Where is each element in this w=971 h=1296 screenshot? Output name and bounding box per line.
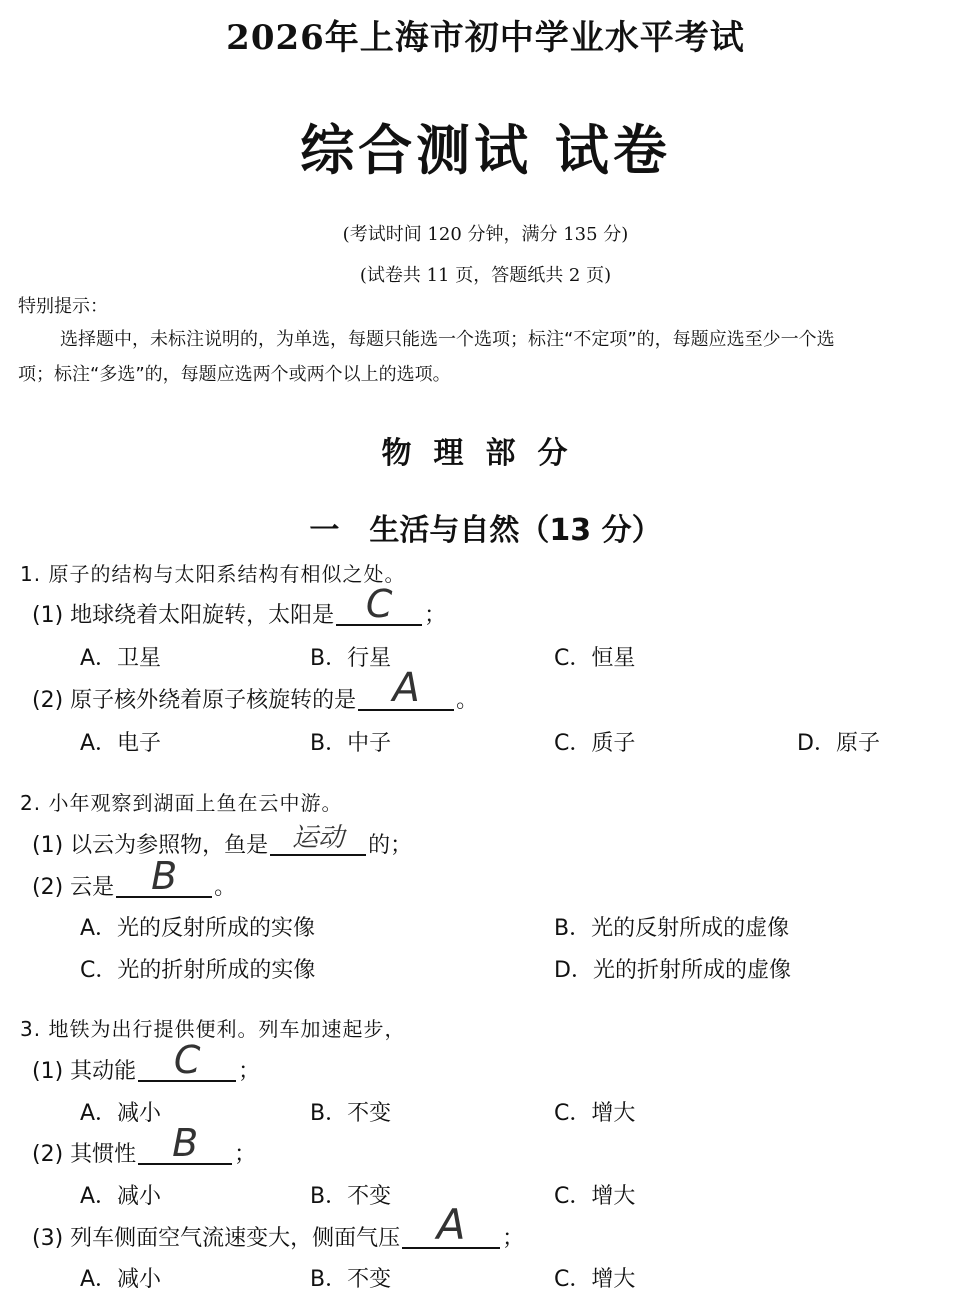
part-title: 一 生活与自然（13 分） — [309, 513, 662, 548]
option-a: A．减小 — [80, 1267, 162, 1292]
question-3-stem: 3. 地铁为出行提供便利。列车加速起步， — [20, 1017, 406, 1041]
option-c: C．质子 — [554, 731, 636, 756]
answer-blank[interactable] — [116, 854, 212, 898]
question-prompt: (1) 其动能 — [32, 1059, 137, 1084]
handwritten-answer: B — [151, 854, 178, 898]
notice-label: 特别提示： — [18, 296, 108, 317]
option-b: B．不变 — [310, 1101, 392, 1126]
option-c: C．增大 — [554, 1101, 636, 1126]
option-c: C．恒星 — [554, 646, 636, 671]
question-suffix: 。 — [456, 688, 479, 713]
option-b: B．光的反射所成的虚像 — [554, 916, 790, 941]
question-suffix: ； — [502, 1226, 525, 1251]
question-2-1 — [32, 823, 413, 859]
question-prompt: (1) 以云为参照物，鱼是 — [32, 833, 269, 858]
notice-text-line-2: 项；标注“多选”的，每题应选两个或两个以上的选项。 — [18, 364, 451, 385]
question-1-stem: 1. 原子的结构与太阳系结构有相似之处。 — [20, 562, 406, 586]
question-3-1 — [32, 1038, 261, 1085]
option-c: C．光的折射所成的实像 — [80, 958, 316, 983]
question-prompt: (3) 列车侧面空气流速变大，侧面气压 — [32, 1226, 401, 1251]
question-3-2 — [32, 1121, 257, 1168]
handwritten-answer: B — [172, 1121, 199, 1165]
option-d: D．原子 — [797, 731, 880, 756]
answer-blank[interactable] — [138, 1121, 232, 1165]
notice-text-line-1: 选择题中，未标注说明的，为单选，每题只能选一个选项；标注“不定项”的，每题应选至少一个选 — [60, 329, 835, 350]
question-1-1 — [32, 582, 447, 629]
answer-blank[interactable] — [358, 665, 454, 711]
question-3-3 — [32, 1200, 525, 1252]
answer-blank[interactable] — [138, 1038, 236, 1082]
handwritten-answer: C — [173, 1038, 201, 1082]
question-2-2 — [32, 854, 237, 901]
option-b: B．不变 — [310, 1267, 392, 1292]
question-suffix: ； — [238, 1059, 261, 1084]
answer-blank[interactable] — [336, 582, 422, 626]
question-suffix: ； — [234, 1142, 257, 1167]
option-a: A．电子 — [80, 731, 162, 756]
question-prompt: (2) 其惯性 — [32, 1142, 137, 1167]
option-b: B．行星 — [310, 646, 392, 671]
option-a: A．减小 — [80, 1101, 162, 1126]
question-prompt: (2) 原子核外绕着原子核旋转的是 — [32, 688, 357, 713]
question-prompt: (1) 地球绕着太阳旋转，太阳是 — [32, 603, 335, 628]
exam-duration-info: (考试时间 120 分钟，满分 135 分) — [342, 224, 629, 245]
option-c: C．增大 — [554, 1184, 636, 1209]
handwritten-answer: A — [392, 665, 420, 711]
question-prompt: (2) 云是 — [32, 875, 115, 900]
question-suffix: 的； — [368, 833, 413, 858]
question-suffix: 。 — [214, 875, 237, 900]
option-a: A．光的反射所成的实像 — [80, 916, 316, 941]
option-b: B．中子 — [310, 731, 392, 756]
question-1-2 — [32, 665, 479, 714]
handwritten-answer: A — [436, 1200, 466, 1249]
question-2-stem: 2. 小年观察到湖面上鱼在云中游。 — [20, 791, 343, 815]
answer-blank[interactable] — [402, 1200, 500, 1249]
answer-blank[interactable] — [270, 823, 366, 856]
option-b: B．不变 — [310, 1184, 392, 1209]
handwritten-answer: 运动 — [292, 823, 345, 853]
handwritten-answer: C — [365, 582, 393, 626]
exam-title: 2026年上海市初中学业水平考试 — [226, 18, 745, 58]
option-a: A．卫星 — [80, 646, 162, 671]
paper-title: 综合测试 试卷 — [300, 119, 671, 182]
section-title: 物理部分 — [381, 436, 590, 471]
question-suffix: ； — [424, 603, 447, 628]
page-count-info: (试卷共 11 页，答题纸共 2 页) — [359, 265, 612, 286]
option-a: A．减小 — [80, 1184, 162, 1209]
option-d: D．光的折射所成的虚像 — [554, 958, 791, 983]
option-c: C．增大 — [554, 1267, 636, 1292]
